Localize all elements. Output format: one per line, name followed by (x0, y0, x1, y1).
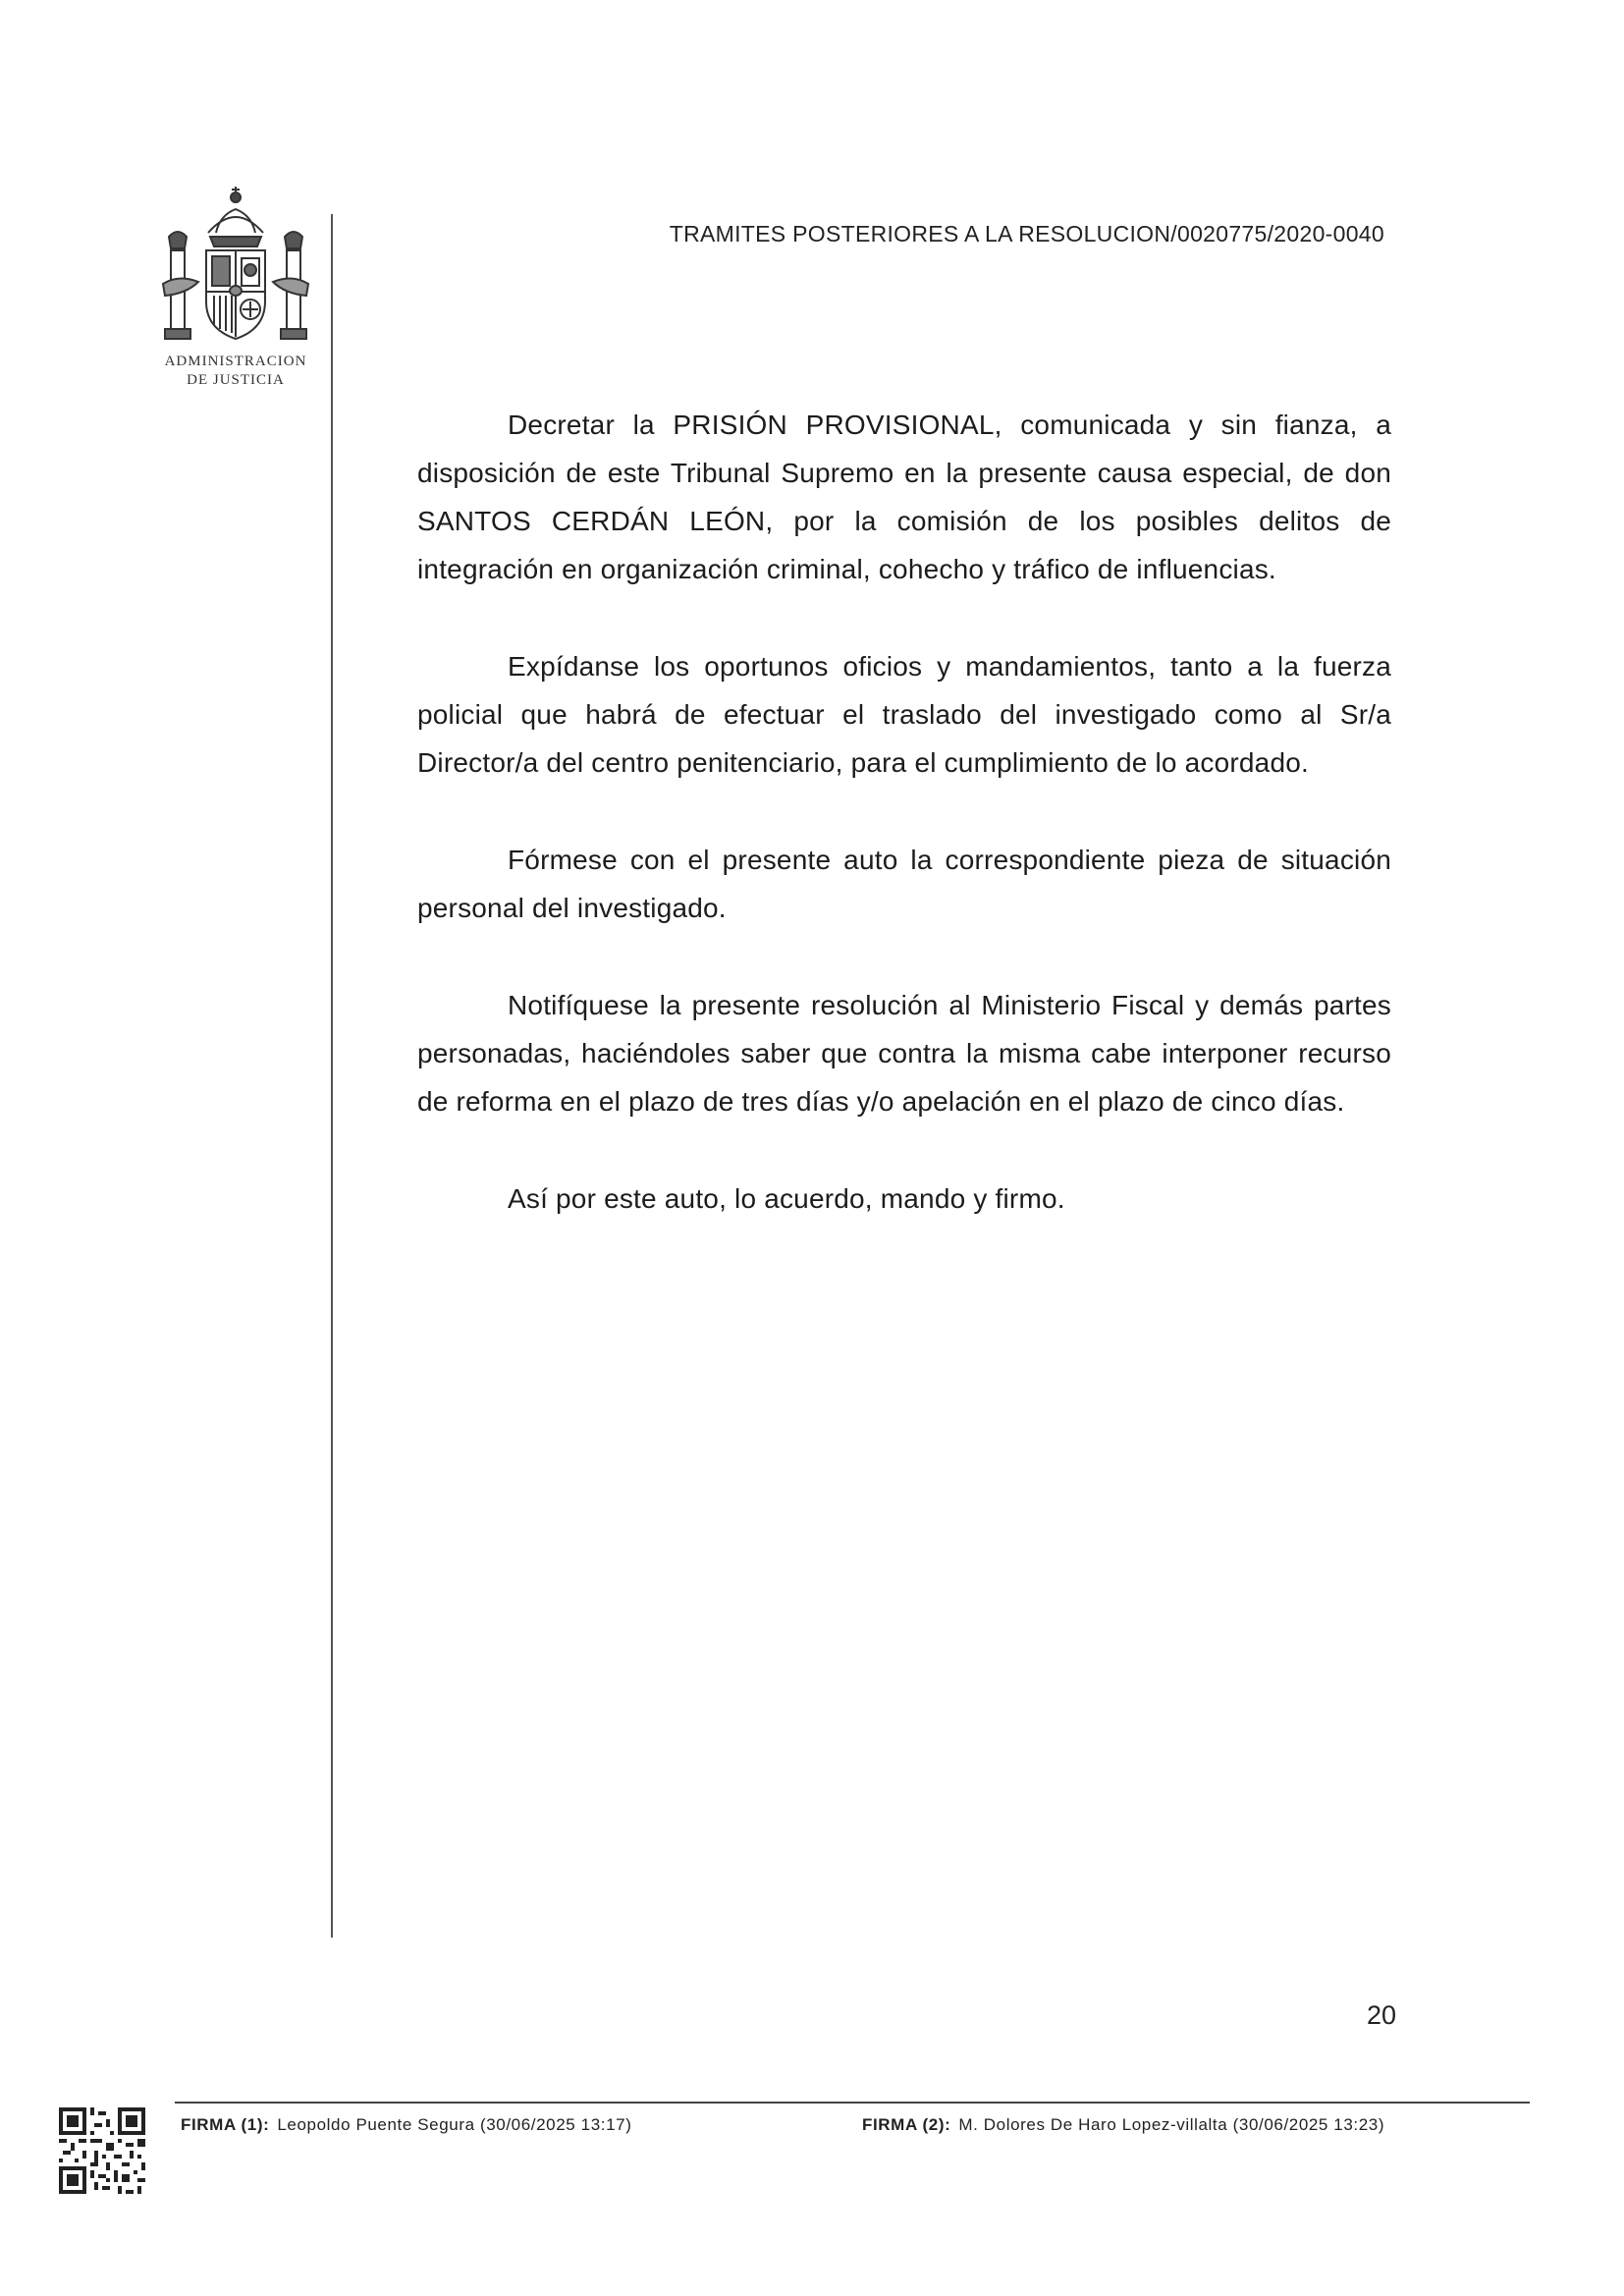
paragraph-cierre: Así por este auto, lo acuerdo, mando y firmo. (508, 1183, 1065, 1214)
signature-2-value: M. Dolores De Haro Lopez-villalta (30/06/2025 13:23) (958, 2115, 1385, 2134)
page-number: 20 (1366, 2000, 1396, 2030)
signature-1-label: FIRMA (1): (181, 2115, 270, 2134)
qr-code-icon (59, 2107, 145, 2194)
signature-2 (862, 2115, 1384, 2135)
signature-2-label: FIRMA (2): (862, 2115, 951, 2134)
paragraph-prision-provisional: Decretar la PRISIÓN PROVISIONAL, comunicada y sin fianza, a disposición de este Tribunal Supremo en la presente causa especial, de don SANTOS CERDÁN LEÓN, por la comisión de los posibles delitos de integración en organización criminal, cohecho y tráfico de influencias. (417, 410, 1391, 584)
signature-1-value: Leopoldo Puente Segura (30/06/2025 13:17) (277, 2115, 632, 2134)
paragraph-pieza-situacion: Fórmese con el presente auto la correspondiente pieza de situación personal del investigado. (417, 845, 1391, 923)
paragraph-notificacion: Notifíquese la presente resolución al Ministerio Fiscal y demás partes personadas, haciéndoles saber que contra la misma cabe interponer recurso de reforma en el plazo de tres días y/o apelación en el plazo de cinco días. (417, 990, 1391, 1117)
resolution-body (417, 401, 1391, 1272)
margin-rule (331, 214, 333, 1938)
footer-divider (175, 2102, 1530, 2104)
signature-1 (181, 2115, 631, 2135)
emblem-caption-line1: ADMINISTRACION (164, 354, 307, 369)
emblem-caption-line2: DE JUSTICIA (187, 372, 285, 388)
paragraph-oficios: Expídanse los oportunos oficios y mandamientos, tanto a la fuerza policial que habrá de efectuar el traslado del investigado como al Sr/a Director/a del centro penitenciario, para el cumplimiento de lo acordado. (417, 651, 1391, 778)
document-reference: TRAMITES POSTERIORES A LA RESOLUCION/0020775/2020-0040 (669, 221, 1384, 246)
administracion-justicia-emblem (147, 182, 324, 408)
coat-of-arms-icon (159, 182, 312, 347)
